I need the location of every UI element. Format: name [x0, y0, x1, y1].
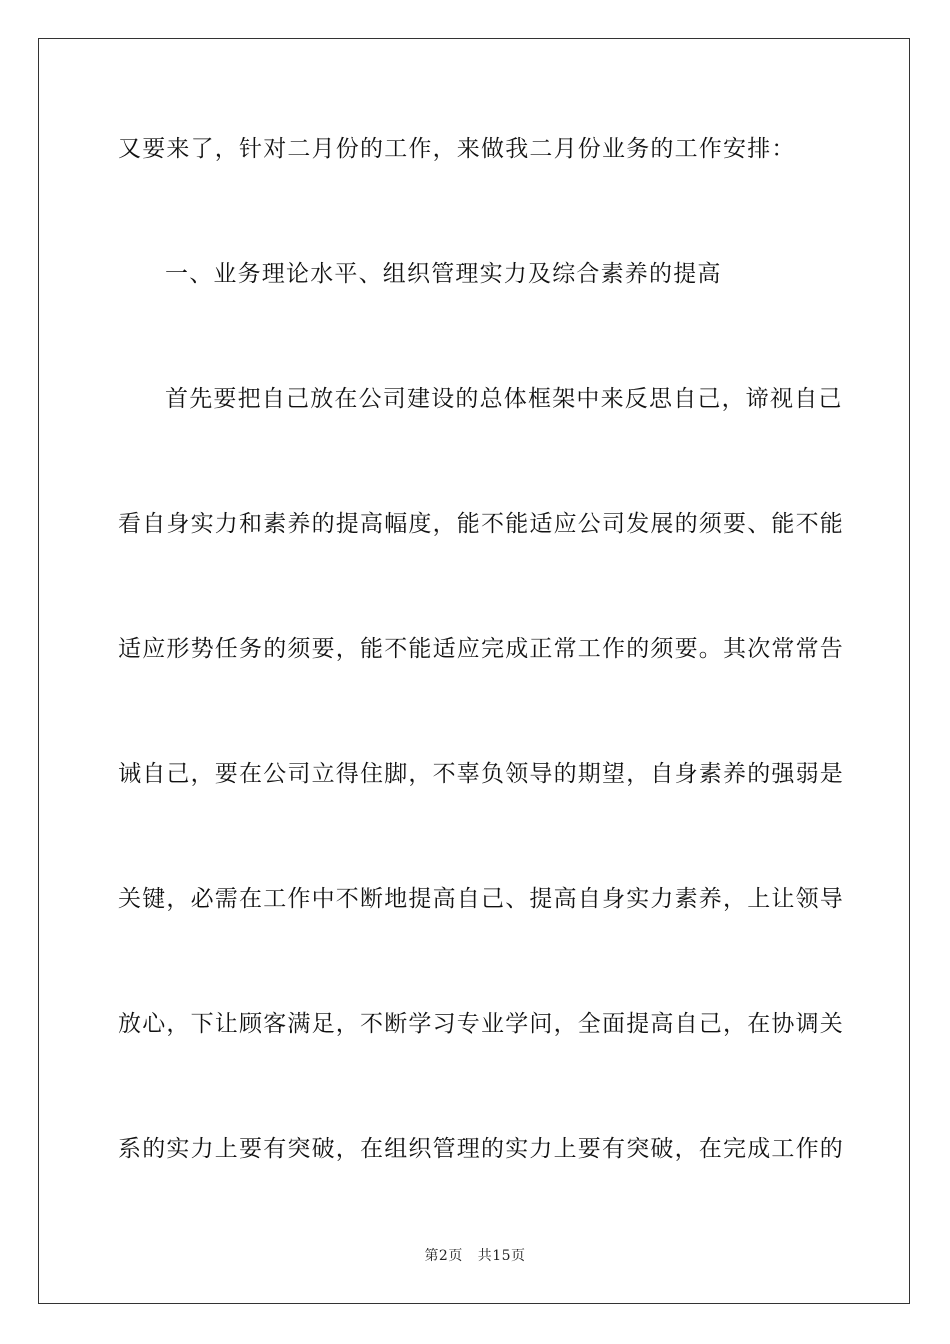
- page-footer: [0, 1245, 950, 1265]
- paragraph-line: 又要来了，针对二月份的工作，来做我二月份业务的工作安排：: [118, 136, 796, 162]
- paragraph-line: 放心，下让顾客满足，不断学习专业学问，全面提高自己，在协调关: [118, 1011, 844, 1037]
- paragraph-line: 适应形势任务的须要，能不能适应完成正常工作的须要。其次常常告: [118, 636, 844, 662]
- section-heading: 一、业务理论水平、组织管理实力及综合素养的提高: [165, 261, 722, 287]
- page-number: 第2页: [424, 1248, 463, 1264]
- paragraph-line: 看自身实力和素养的提高幅度，能不能适应公司发展的须要、能不能: [118, 511, 844, 537]
- paragraph-line: 关键，必需在工作中不断地提高自己、提高自身实力素养，上让领导: [118, 886, 844, 912]
- page-border: [38, 38, 910, 1304]
- paragraph-line: 首先要把自己放在公司建设的总体框架中来反思自己，谛视自己: [165, 386, 843, 412]
- page-total: 共15页: [477, 1248, 526, 1264]
- paragraph-line: 系的实力上要有突破，在组织管理的实力上要有突破，在完成工作的: [118, 1136, 844, 1162]
- paragraph-line: 诫自己，要在公司立得住脚，不辜负领导的期望，自身素养的强弱是: [118, 761, 844, 787]
